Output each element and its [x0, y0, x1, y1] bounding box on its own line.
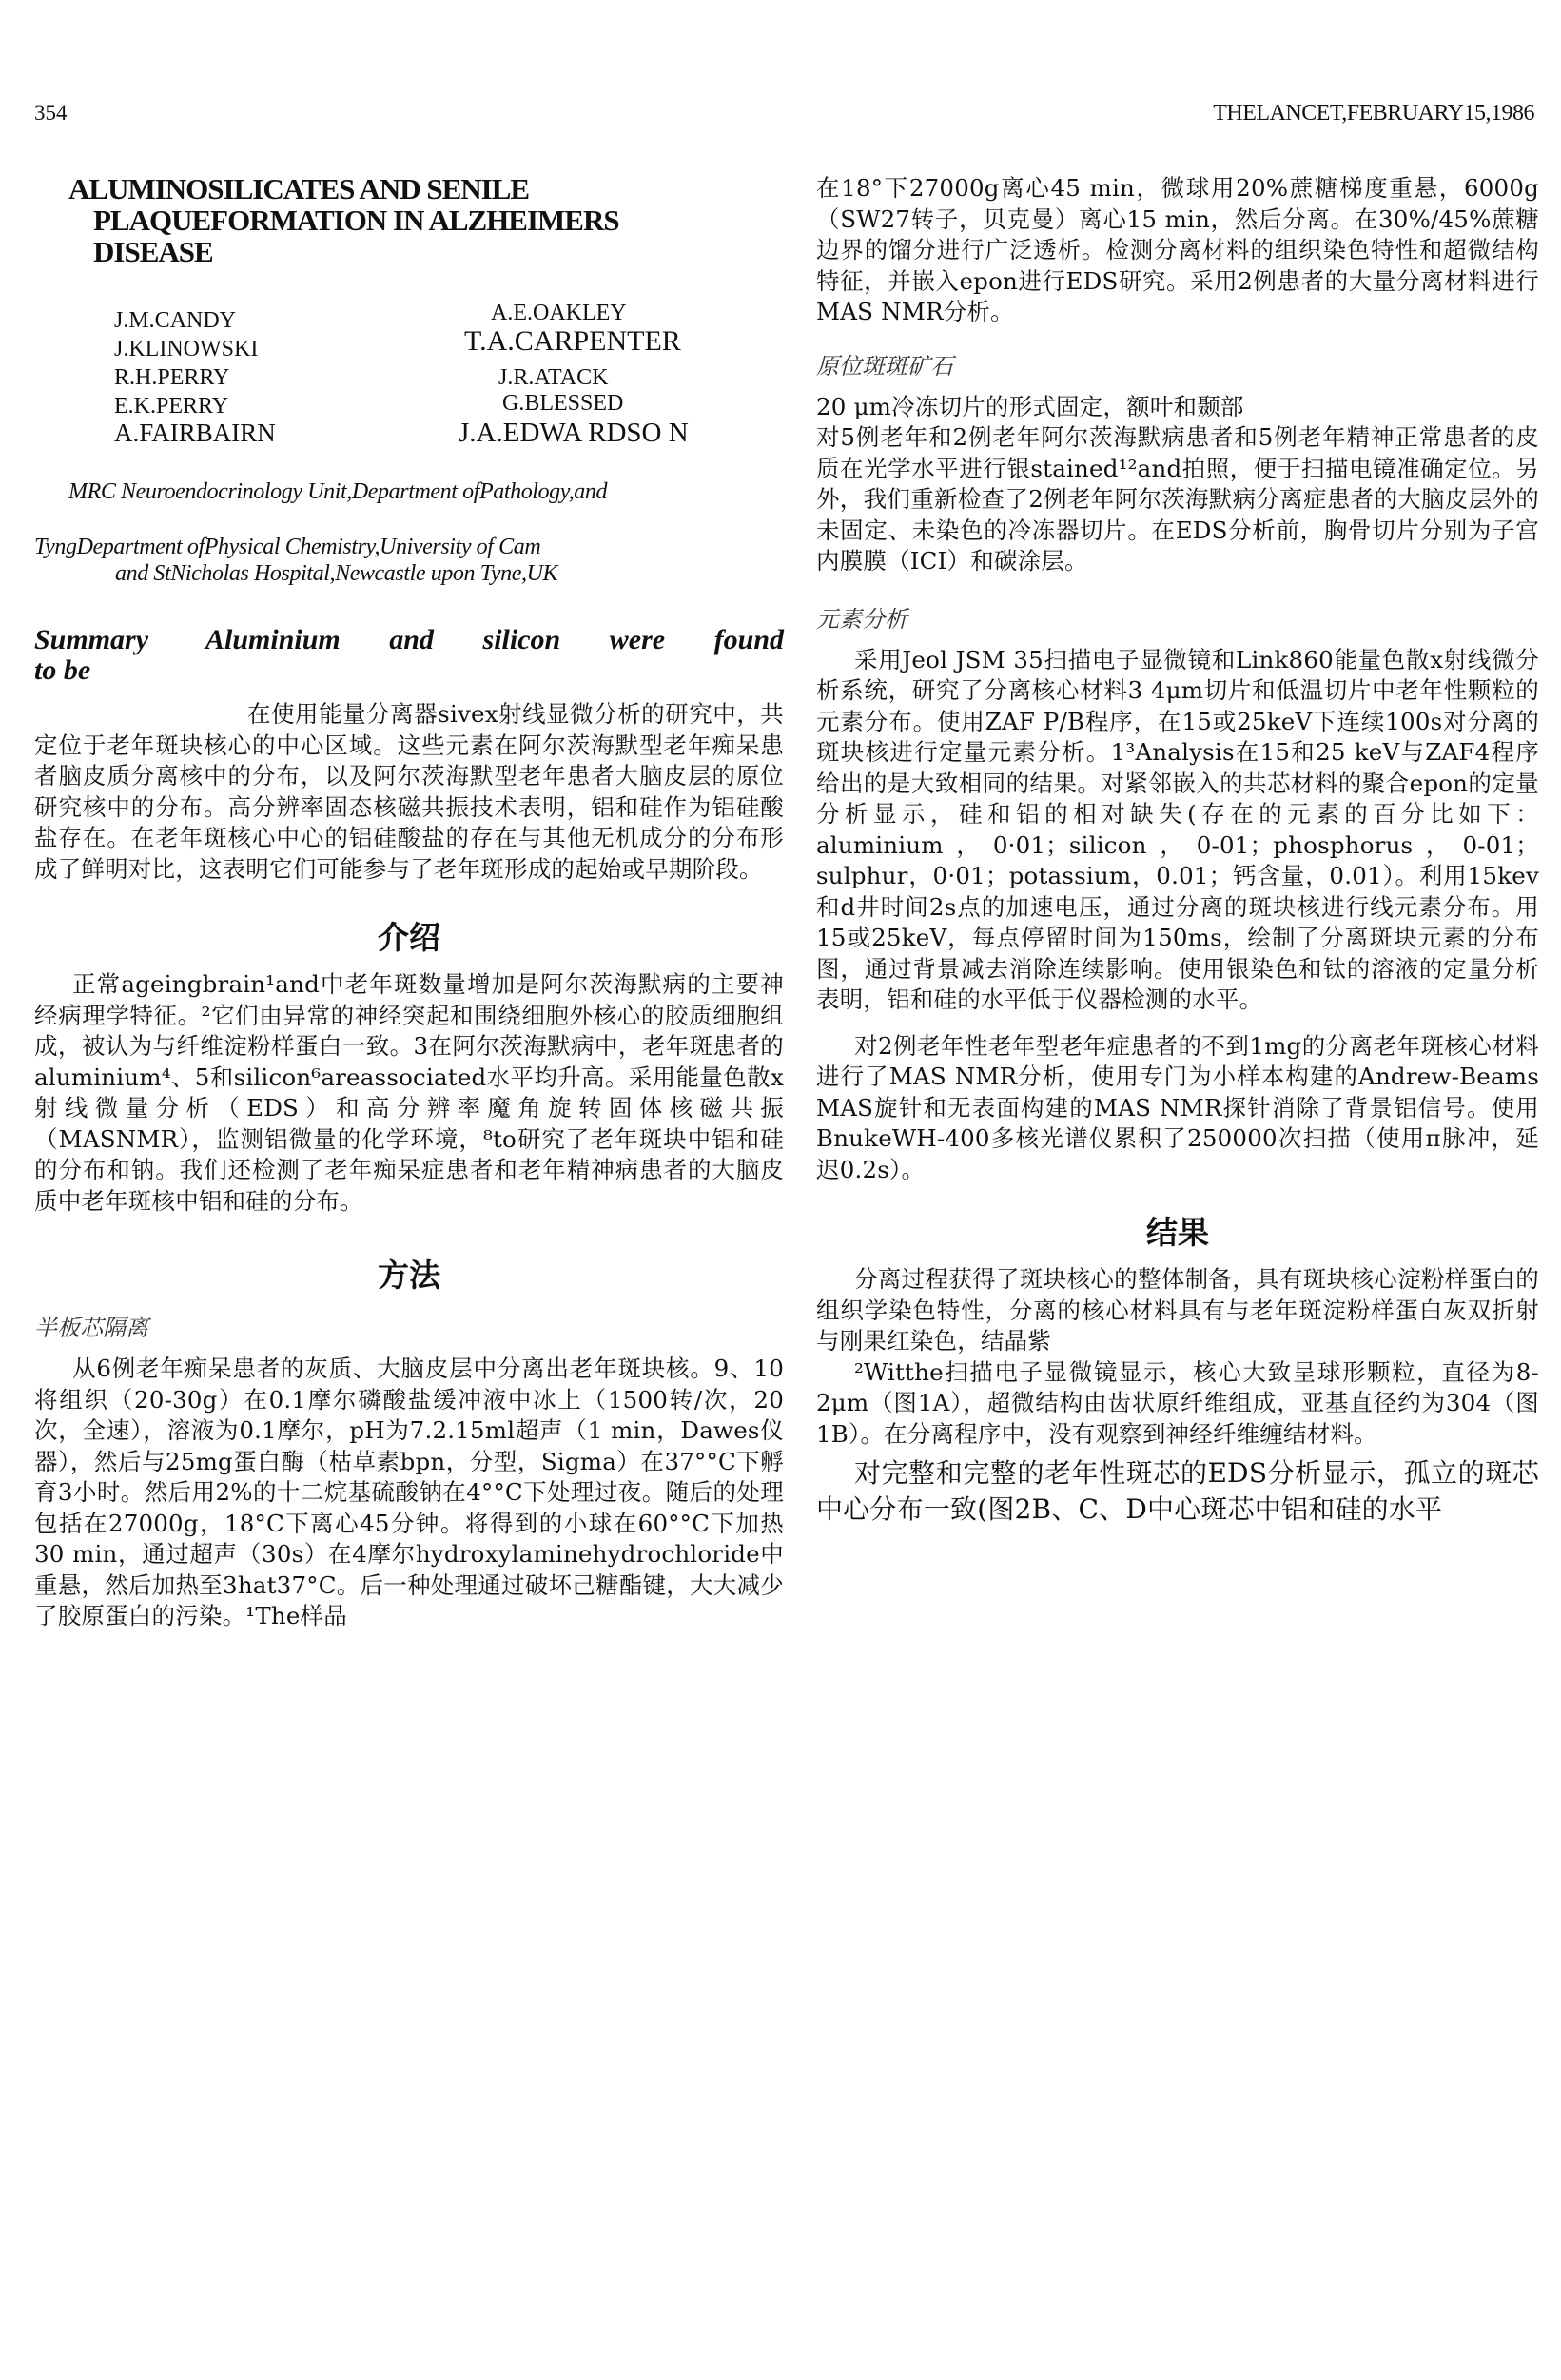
methods-insitu-text-b: 对5例老年和2例老年阿尔茨海默病患者和5例老年精神正常患者的皮质在光学水平进行银stained¹²and拍照，便于扫描电镜准确定位。另外，我们重新检查了2例老年阿尔茨海默病分离症患者的大脑皮层外的未固定、未染色的冷冻器切片。在EDS分析前，胸骨切片分别为子宫内膜膜（ICI）和碳涂层。	[816, 423, 1539, 575]
summary-heading-word: and	[389, 624, 434, 655]
methods-nmr-text: 对2例老年性老年型老年症患者的不到1mg的分离老年斑核心材料进行了MAS NMR分析，使用专门为小样本构建的Andrew-Beams MAS旋针和无表面构建的MAS NMR探针消除了背景铝信号。使用BnukeWH-400多核光谱仪累积了250000次扫描（使用π脉冲，延迟0.2s）。	[816, 1031, 1539, 1183]
summary-heading	[34, 625, 784, 655]
summary-heading-tail: to be	[34, 654, 91, 686]
intro-heading: 介绍	[378, 919, 440, 956]
summary-heading-word: were	[609, 624, 666, 655]
summary-label: Summary	[34, 624, 149, 655]
methods-heading: 方法	[378, 1257, 440, 1294]
affiliation-1: MRC Neuroendocrinology Unit,Department ofPathology,and	[68, 479, 608, 504]
summary-heading-word: silicon	[482, 624, 561, 655]
summary-heading-word: Aluminium	[205, 624, 341, 655]
left-column	[34, 173, 784, 1632]
methods-subheading-insitu: 原位斑斑矿石	[816, 352, 953, 380]
title-line-3: DISEASE	[93, 235, 213, 268]
methods-isolation-text: 从6例老年痴呆患者的灰质、大脑皮层中分离出老年斑块核。9、10将组织（20-30g）在0.1摩尔磷酸盐缓冲液中冰上（1500转/次，20次，全速），溶液为0.1摩尔，pH为7.2.15ml超声（1 min，Dawes仪器），然后与25mg蛋白酶（枯草素bpn，分型，Sigma）在37°°C下孵育3小时。然后用2%的十二烷基硫酸钠在4°°C下处理过夜。随后的处理包括在27000g，18°C下离心45分钟。将得到的小球在60°°C下加热30 min，通过超声（30s）在4摩尔hydroxylaminehydrochloride中重悬，然后加热至3hat37°C。后一种处理通过破坏己糖酯键，大大减少了胶原蛋白的污染。¹The样品	[34, 1355, 784, 1629]
article-title	[68, 173, 784, 267]
right-column	[816, 173, 1539, 1528]
author: A.E.OAKLEY	[491, 301, 627, 325]
results-text-3: 对完整和完整的老年性斑芯的EDS分析显示，孤立的斑芯中心分布一致(图2B、C、D中心斑芯中铝和硅的水平	[816, 1457, 1539, 1525]
results-heading: 结果	[1146, 1214, 1209, 1251]
author: J.M.CANDY	[114, 308, 237, 333]
summary-heading-continuation	[205, 625, 784, 655]
author: G.BLESSED	[502, 391, 624, 416]
summary-heading-word: found	[713, 624, 784, 655]
affiliation-3: and StNicholas Hospital,Newcastle upon Tyne,UK	[115, 561, 558, 586]
methods-elemental-text: 采用Jeol JSM 35扫描电子显微镜和Link860能量色散x射线微分析系统，研究了分离核心材料3 4μm切片和低温切片中老年性颗粒的元素分布。使用ZAF P/B程序，在15或25keV下连续100s对分离的斑块核进行定量元素分析。1³Analysis在15和25 keV与ZAF4程序给出的是大致相同的结果。对紧邻嵌入的共芯材料的聚合epon的定量分析显示，硅和铝的相对缺失(存在的元素的百分比如下：aluminium，0·01；silicon，0-01；phosphorus，0-01；sulphur，0·01；potassium，0.01；钙含量，0.01）。利用15kev和d井时间2s点的加速电压，通过分离的斑块核进行线元素分布。用15或25keV，每点停留时间为150ms，绘制了分离斑块元素的分布图，通过背景减去消除连续影响。使用银染色和钛的溶液的定量分析表明，铝和硅的水平低于仪器检测的水平。	[816, 645, 1539, 1013]
author: A.FAIRBAIRN	[114, 419, 276, 447]
author: J.KLINOWSKI	[114, 337, 259, 361]
title-line-2: PLAQUEFORMATION IN ALZHEIMERS	[93, 204, 619, 237]
author: J.A.EDWA RDSO N	[459, 418, 689, 448]
results-text-1: 分离过程获得了斑块核心的整体制备，具有斑块核心淀粉样蛋白的组织学染色特性，分离的核心材料具有与老年斑淀粉样蛋白灰双折射与刚果红染色，结晶紫	[816, 1265, 1539, 1355]
intro-text: 正常ageingbrain¹and中老年斑数量增加是阿尔茨海默病的主要神经病理学特征。²它们由异常的神经突起和围绕细胞外核心的胶质细胞组成，被认为与纤维淀粉样蛋白一致。3在阿尔茨海默病中，老年斑患者的aluminium⁴、5和silicon⁶areassociated水平均升高。采用能量色散x射线微量分析（EDS）和高分辨率魔角旋转固体核磁共振（MASNMR），监测铝微量的化学环境，⁸to研究了老年斑块中铝和硅的分布和钠。我们还检测了老年痴呆症患者和老年精神病患者的大脑皮质中老年斑核中铝和硅的分布。	[34, 970, 784, 1215]
author: T.A.CARPENTER	[464, 325, 681, 357]
methods-subheading-isolation: 半板芯隔离	[34, 1315, 148, 1341]
summary-text: 在使用能量分离器sivex射线显微分析的研究中，共定位于老年斑块核心的中心区域。这些元素在阿尔茨海默型老年痴呆患者脑皮质分离核中的分布，以及阿尔茨海默型老年患者大脑皮层的原位研究核中的分布。高分辨率固态核磁共振技术表明，铝和硅作为铝硅酸盐存在。在老年斑核心中心的铝硅酸盐的存在与其他无机成分的分布形成了鲜明对比，这表明它们可能参与了老年斑形成的起始或早期阶段。	[34, 700, 784, 883]
journal-reference: THELANCET,FEBRUARY15,1986	[1213, 101, 1534, 126]
author: E.K.PERRY	[114, 394, 229, 419]
author: J.R.ATACK	[498, 365, 609, 390]
methods-subheading-elemental: 元素分析	[816, 605, 907, 633]
methods-isolation-continued: 在18°下27000g离心45 min，微球用20%蔗糖梯度重悬，6000g（SW27转子，贝克曼）离心15 min，然后分离。在30%/45%蔗糖边界的馏分进行广泛透析。检测分离材料的组织染色特性和超微结构特征，并嵌入epon进行EDS研究。采用2例患者的大量分离材料进行MAS NMR分析。	[816, 174, 1539, 325]
affiliation-2: TyngDepartment ofPhysical Chemistry,University of Cam	[34, 535, 541, 559]
author-list	[34, 301, 784, 450]
author: R.H.PERRY	[114, 365, 230, 390]
methods-insitu-text-a: 20 μm冷冻切片的形式固定，额叶和颞部	[816, 392, 1244, 420]
page-number: 354	[34, 101, 68, 125]
results-text-2: ²Witthe扫描电子显微镜显示，核心大致呈球形颗粒，直径为8-2μm（图1A），超微结构由齿状原纤维组成，亚基直径约为304（图1B）。在分离程序中，没有观察到神经纤维缠结材料。	[816, 1357, 1539, 1448]
title-line-1: ALUMINOSILICATES AND SENILE	[68, 172, 530, 205]
